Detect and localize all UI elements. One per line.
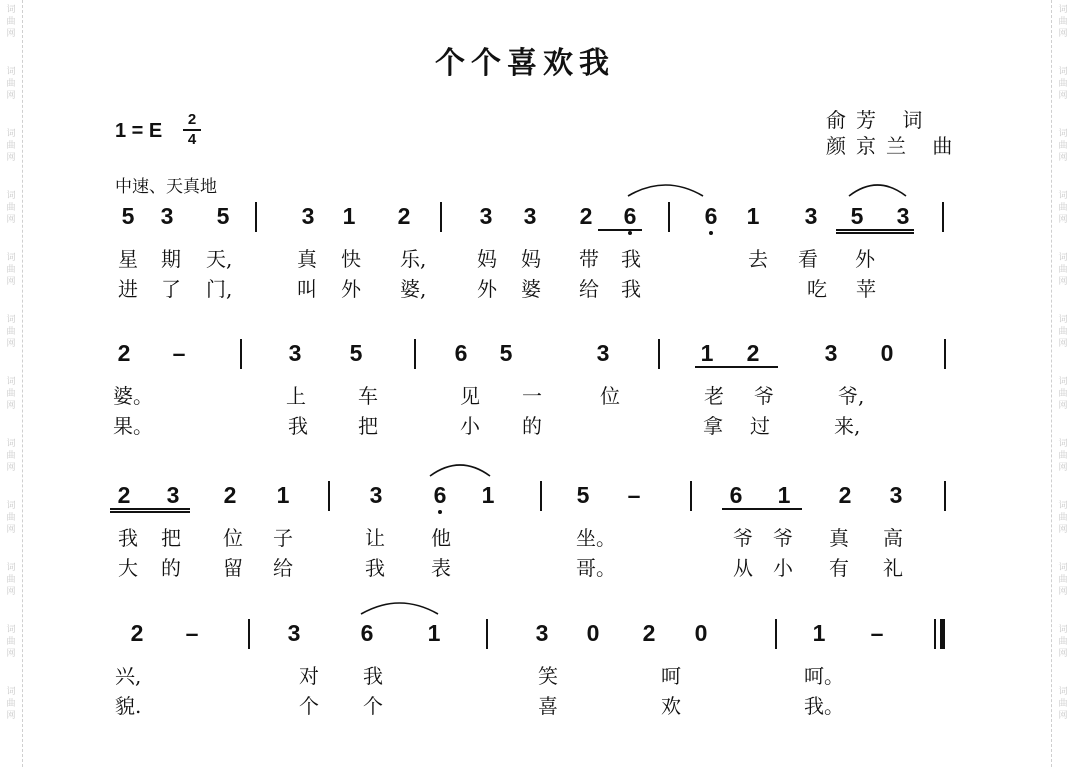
lyric-verse-1: 天, bbox=[206, 247, 233, 271]
note: 2 bbox=[579, 203, 593, 229]
lyric-verse-1: 一 bbox=[522, 384, 542, 408]
lyric-verse-2: 门, bbox=[206, 277, 233, 301]
lyric-verse-2: 从 bbox=[733, 556, 753, 580]
note: 0 bbox=[586, 620, 600, 646]
note: 3 bbox=[288, 340, 302, 366]
lyric-verse-2: 个 bbox=[363, 694, 383, 718]
watermark-text: 词 曲 网 bbox=[1058, 439, 1068, 473]
beam-underline bbox=[110, 508, 190, 510]
note: 2 bbox=[746, 340, 760, 366]
lyric-verse-2: 小 bbox=[460, 414, 480, 438]
lyric-verse-1: 真 bbox=[297, 247, 317, 271]
beam-underline bbox=[836, 232, 914, 234]
lyric-verse-2: 表 bbox=[431, 556, 451, 580]
beam-underline bbox=[695, 366, 778, 368]
watermark-text: 词 曲 网 bbox=[6, 5, 16, 39]
note: 5 bbox=[576, 482, 590, 508]
note: 3 bbox=[479, 203, 493, 229]
watermark-text: 词 曲 网 bbox=[6, 191, 16, 225]
lyric-verse-1: 爷 bbox=[733, 526, 753, 550]
note: 1 bbox=[276, 482, 290, 508]
lyric-verse-2: 叫 bbox=[297, 277, 317, 301]
lyric-verse-1: 对 bbox=[299, 664, 319, 688]
note: 1 bbox=[427, 620, 441, 646]
note: 1 bbox=[700, 340, 714, 366]
note: 3 bbox=[596, 340, 610, 366]
lyric-verse-2: 礼 bbox=[883, 556, 903, 580]
lyric-verse-1: 位 bbox=[600, 384, 620, 408]
watermark-text: 词 曲 网 bbox=[1058, 129, 1068, 163]
note: 1 bbox=[746, 203, 760, 229]
lyric-verse-1: 去 bbox=[748, 247, 768, 271]
lyric-verse-1: 子 bbox=[273, 526, 293, 550]
beam-underline bbox=[722, 508, 802, 510]
tempo-marking: 中速、天真地 bbox=[115, 177, 217, 197]
note: 2 bbox=[397, 203, 411, 229]
note: 3 bbox=[166, 482, 180, 508]
lyric-verse-1: 见 bbox=[460, 384, 480, 408]
lyric-verse-2: 苹 bbox=[856, 277, 876, 301]
note: 2 bbox=[117, 482, 131, 508]
slur bbox=[361, 603, 438, 614]
watermark-text: 词 曲 网 bbox=[6, 253, 16, 287]
watermark-text: 词 曲 网 bbox=[6, 129, 16, 163]
note: 0 bbox=[880, 340, 894, 366]
watermark-text: 词 曲 网 bbox=[6, 625, 16, 659]
lyric-verse-1: 车 bbox=[358, 384, 378, 408]
lyric-verse-1: 我 bbox=[118, 526, 138, 550]
lyric-verse-2: 婆, bbox=[400, 277, 427, 301]
lyric-verse-1: 兴, bbox=[115, 664, 142, 688]
note: 5 bbox=[850, 203, 864, 229]
time-denominator: 4 bbox=[187, 131, 197, 148]
key-signature: 1 = E bbox=[115, 120, 163, 142]
note: 5 bbox=[216, 203, 230, 229]
watermark-text: 词 曲 网 bbox=[6, 315, 16, 349]
beam-underline bbox=[110, 511, 190, 513]
note: 2 bbox=[642, 620, 656, 646]
composer-credit: 颜京兰 曲 bbox=[826, 134, 963, 158]
note: 5 bbox=[499, 340, 513, 366]
lyric-verse-2: 喜 bbox=[538, 694, 558, 718]
note: 3 bbox=[301, 203, 315, 229]
note: 3 bbox=[804, 203, 818, 229]
note: 2 bbox=[130, 620, 144, 646]
note: 5 bbox=[121, 203, 135, 229]
lyric-verse-2: 我。 bbox=[804, 694, 844, 718]
watermark-text: 词 曲 网 bbox=[6, 377, 16, 411]
note: 0 bbox=[694, 620, 708, 646]
lyric-verse-1: 快 bbox=[341, 247, 361, 271]
note: 3 bbox=[824, 340, 838, 366]
note: 1 bbox=[481, 482, 495, 508]
lyric-verse-1: 高 bbox=[883, 526, 903, 550]
note: 6 bbox=[433, 482, 447, 508]
note: 3 bbox=[889, 482, 903, 508]
lyric-verse-2: 进 bbox=[118, 277, 138, 301]
lyric-verse-2: 的 bbox=[522, 414, 542, 438]
slur bbox=[849, 185, 906, 196]
lyric-verse-1: 老 bbox=[704, 384, 724, 408]
note: 1 bbox=[342, 203, 356, 229]
lyric-verse-1: 我 bbox=[621, 247, 641, 271]
lyric-verse-2: 来, bbox=[834, 414, 861, 438]
lyric-verse-2: 个 bbox=[299, 694, 319, 718]
lyric-verse-1: 坐。 bbox=[576, 526, 616, 550]
lyric-verse-1: 妈 bbox=[521, 247, 541, 271]
note: 3 bbox=[896, 203, 910, 229]
lyric-verse-1: 呵。 bbox=[804, 664, 844, 688]
lyric-verse-2: 把 bbox=[358, 414, 378, 438]
note: 3 bbox=[160, 203, 174, 229]
lyric-verse-1: 位 bbox=[223, 526, 243, 550]
watermark-text: 词 曲 网 bbox=[6, 501, 16, 535]
lyric-verse-1: 婆。 bbox=[113, 384, 153, 408]
lyric-verse-2: 过 bbox=[750, 414, 770, 438]
note: 6 bbox=[704, 203, 718, 229]
lyric-verse-1: 外 bbox=[855, 247, 875, 271]
lyric-verse-1: 把 bbox=[161, 526, 181, 550]
lyric-verse-2: 哥。 bbox=[576, 556, 616, 580]
watermark-text: 词 曲 网 bbox=[1058, 501, 1068, 535]
watermark-text: 词 曲 网 bbox=[6, 687, 16, 721]
lyric-verse-2: 了 bbox=[161, 277, 181, 301]
lyric-verse-2: 小 bbox=[773, 556, 793, 580]
lyric-verse-2: 外 bbox=[341, 277, 361, 301]
note: – bbox=[870, 620, 884, 646]
watermark-text: 词 曲 网 bbox=[1058, 253, 1068, 287]
note: 6 bbox=[454, 340, 468, 366]
lyric-verse-2: 吃 bbox=[807, 277, 827, 301]
watermark-text: 词 曲 网 bbox=[6, 563, 16, 597]
note: 3 bbox=[523, 203, 537, 229]
lyric-verse-1: 期 bbox=[161, 247, 181, 271]
lyric-verse-2: 我 bbox=[288, 414, 308, 438]
watermark-text: 词 曲 网 bbox=[1058, 377, 1068, 411]
lyric-verse-2: 有 bbox=[829, 556, 849, 580]
lyric-verse-2: 大 bbox=[118, 556, 138, 580]
lyric-verse-2: 给 bbox=[273, 556, 293, 580]
lyric-verse-2: 的 bbox=[161, 556, 181, 580]
lyric-verse-2: 拿 bbox=[703, 414, 723, 438]
note: 5 bbox=[349, 340, 363, 366]
lyric-verse-1: 妈 bbox=[477, 247, 497, 271]
slur bbox=[430, 465, 490, 476]
lyric-verse-2: 外 bbox=[477, 277, 497, 301]
lyric-verse-2: 貌. bbox=[115, 694, 142, 718]
beam-underline bbox=[598, 229, 642, 231]
note: 3 bbox=[287, 620, 301, 646]
note: 6 bbox=[729, 482, 743, 508]
time-numerator: 2 bbox=[187, 111, 197, 128]
lyric-verse-2: 果。 bbox=[113, 414, 153, 438]
note: 6 bbox=[623, 203, 637, 229]
watermark-text: 词 曲 网 bbox=[1058, 563, 1068, 597]
lyric-verse-1: 真 bbox=[829, 526, 849, 550]
lyric-verse-1: 我 bbox=[363, 664, 383, 688]
lyric-verse-2: 我 bbox=[365, 556, 385, 580]
watermark-text: 词 曲 网 bbox=[1058, 5, 1068, 39]
lyric-verse-1: 带 bbox=[579, 247, 599, 271]
note: 2 bbox=[223, 482, 237, 508]
lyricist-credit: 俞芳 词 bbox=[826, 108, 933, 132]
note: – bbox=[627, 482, 641, 508]
lyric-verse-1: 上 bbox=[286, 384, 306, 408]
lyric-verse-1: 爷 bbox=[754, 384, 774, 408]
lyric-verse-1: 让 bbox=[365, 526, 385, 550]
watermark-text: 词 曲 网 bbox=[6, 439, 16, 473]
note: 2 bbox=[117, 340, 131, 366]
note: 1 bbox=[812, 620, 826, 646]
lyric-verse-2: 欢 bbox=[661, 694, 681, 718]
lyric-verse-1: 乐, bbox=[400, 247, 427, 271]
lyric-verse-1: 呵 bbox=[661, 664, 681, 688]
lyric-verse-1: 他 bbox=[431, 526, 451, 550]
watermark-text: 词 曲 网 bbox=[1058, 67, 1068, 101]
lyric-verse-2: 给 bbox=[579, 277, 599, 301]
beam-underline bbox=[836, 229, 914, 231]
lyric-verse-1: 笑 bbox=[538, 664, 558, 688]
note: 2 bbox=[838, 482, 852, 508]
song-title: 个个喜欢我 bbox=[435, 46, 615, 81]
note: 3 bbox=[535, 620, 549, 646]
lyric-verse-2: 留 bbox=[223, 556, 243, 580]
lyric-verse-1: 看 bbox=[798, 247, 818, 271]
note: – bbox=[172, 340, 186, 366]
watermark-text: 词 曲 网 bbox=[1058, 625, 1068, 659]
note: – bbox=[185, 620, 199, 646]
note: 6 bbox=[360, 620, 374, 646]
lyric-verse-2: 婆 bbox=[521, 277, 541, 301]
note: 3 bbox=[369, 482, 383, 508]
watermark-text: 词 曲 网 bbox=[6, 67, 16, 101]
slur bbox=[628, 185, 703, 196]
watermark-text: 词 曲 网 bbox=[1058, 315, 1068, 349]
lyric-verse-1: 爷, bbox=[838, 384, 865, 408]
lyric-verse-2: 我 bbox=[621, 277, 641, 301]
note: 1 bbox=[777, 482, 791, 508]
lyric-verse-1: 星 bbox=[118, 247, 138, 271]
watermark-text: 词 曲 网 bbox=[1058, 687, 1068, 721]
watermark-text: 词 曲 网 bbox=[1058, 191, 1068, 225]
lyric-verse-1: 爷 bbox=[773, 526, 793, 550]
